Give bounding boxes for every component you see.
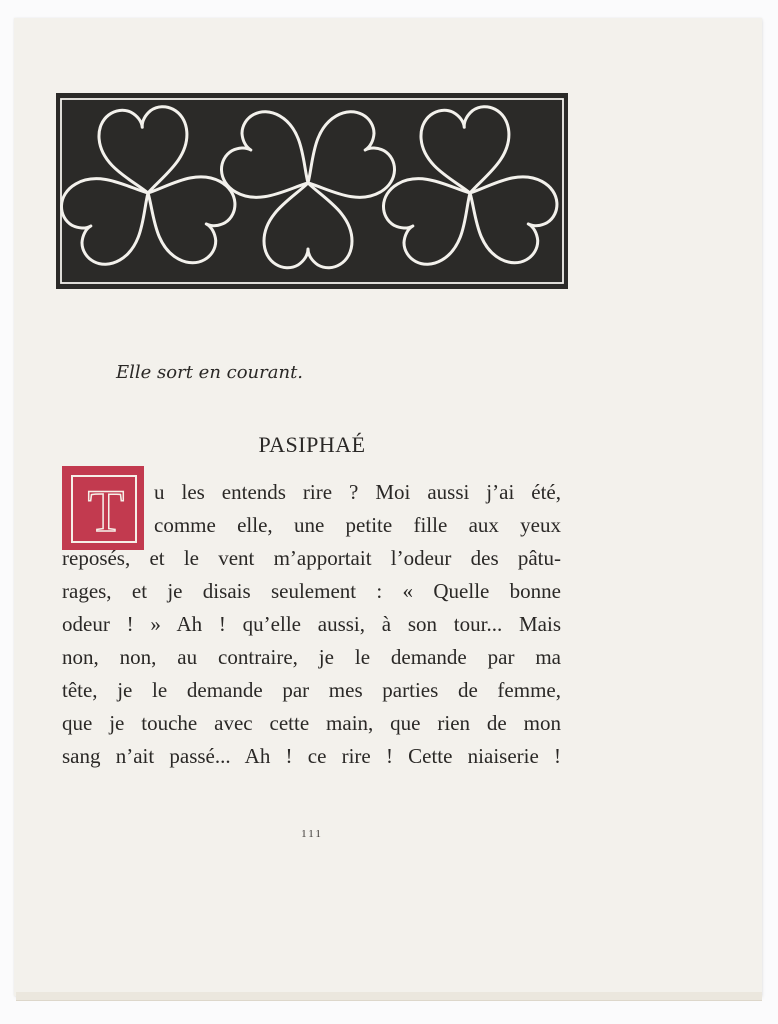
stage-direction: Elle sort en courant. — [116, 362, 304, 383]
page-deckle-edge — [16, 992, 762, 1001]
text-line: rages, et je disais seulement : « Quelle bonne — [62, 579, 561, 603]
text-line: u les entends rire ? Moi aussi j’ai été, — [154, 480, 561, 504]
text-line: reposés, et le vent m’apportait l’odeur des pâtu- — [62, 546, 561, 570]
dropcap-letter: T — [87, 478, 125, 544]
clover-woodcut-ornament — [56, 93, 568, 289]
text-line: odeur ! » Ah ! qu’elle aussi, à son tour... Mais — [62, 612, 561, 636]
text-line: sang n’ait passé... Ah ! ce rire ! Cette niaiserie ! — [62, 744, 561, 768]
text-line: non, non, au contraire, je le demande par ma — [62, 645, 561, 669]
dropcap-initial — [62, 466, 144, 550]
text-line: tête, je le demande par mes parties de femme, — [62, 678, 561, 702]
dropcap-frame — [71, 475, 137, 543]
text-line: comme elle, une petite fille aux yeux — [154, 513, 561, 537]
page-number: 111 — [301, 828, 323, 840]
speaker-name: PASIPHAÉ — [258, 432, 366, 457]
text-line: que je touche avec cette main, que rien de mon — [62, 711, 561, 735]
